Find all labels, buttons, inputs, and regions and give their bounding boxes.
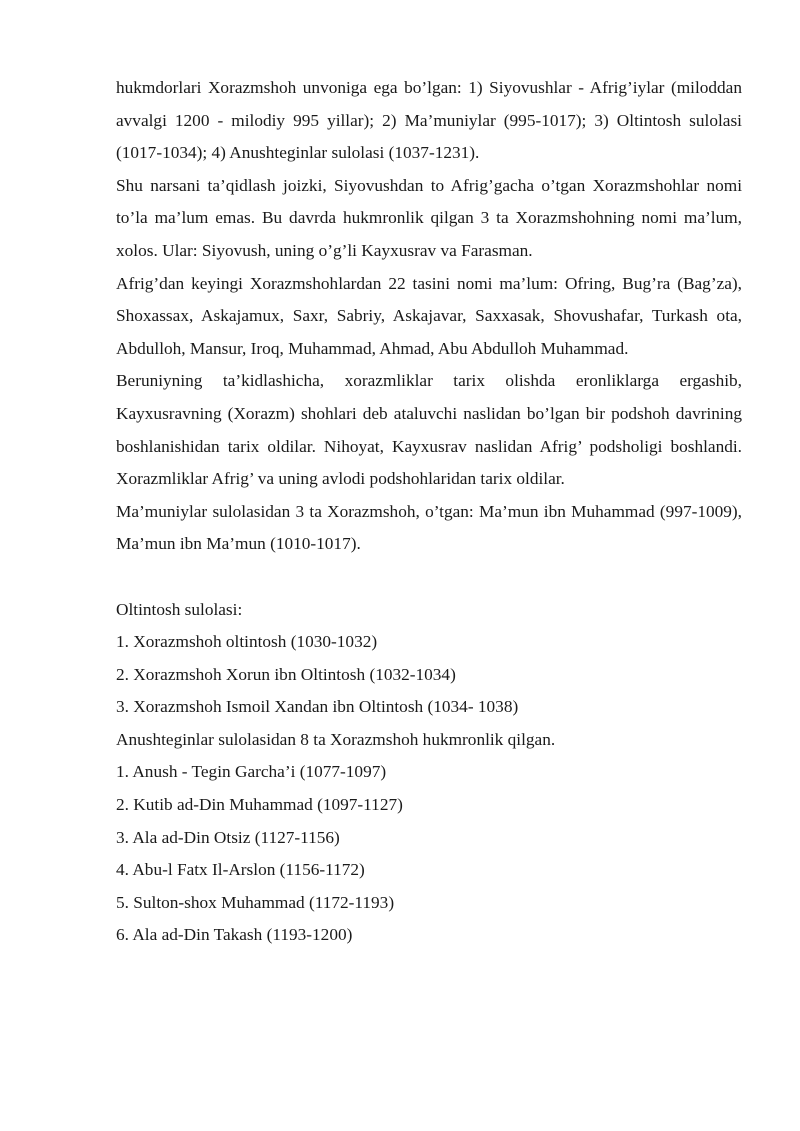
list-item: 1. Anush - Tegin Garcha’i (1077-1097) xyxy=(116,762,387,782)
anushteginlar-heading: Anushteginlar sulolasidan 8 ta Xorazmshoh hukmronlik qilgan. xyxy=(116,729,556,749)
list-item: 6. Ala ad-Din Takash (1193-1200) xyxy=(116,925,353,945)
paragraph-beruniy: Beruniyning ta’kidlashicha, xorazmliklar tarix olishda eronliklarga ergashib, Kayxusravning (Xorazm) shohlari deb ataluvchi naslidan bo’lgan bir podshoh davrining boshlanishidan tarix oldilar. Nihoyat, Kayxusrav naslidan Afrig’ podsholigi boshlandi. Xorazmliklar Afrig’ va uning avlodi podshohlaridan tarix oldilar. xyxy=(116,371,742,489)
paragraph-mamuniylar: Ma’muniylar sulolasidan 3 ta Xorazmshoh, o’tgan: Ma’mun ibn Muhammad (997-1009), Ma’mun ibn Ma’mun (1010-1017). xyxy=(116,501,742,554)
paragraph-siyovush: Shu narsani ta’qidlash joizki, Siyovushdan to Afrig’gacha o’tgan Xorazmshohlar nomi to’la ma’lum emas. Bu davrda hukmronlik qilgan 3 ta Xorazmshohning nomi ma’lum, xolos. Ular: Siyovush, uning o’g’li Kayxusrav va Farasman. xyxy=(116,175,742,260)
paragraph-afrig-names: Afrig’dan keyingi Xorazmshohlardan 22 tasini nomi ma’lum: Ofring, Bug’ra (Bag’za), Shoxassax, Askajamux, Saxr, Sabriy, Askajavar, Saxxasak, Shovushafar, Turkash ota, Abdulloh, Mansur, Iroq, Muhammad, Ahmad, Abu Abdulloh Muhammad. xyxy=(116,273,742,358)
list-item: 2. Xorazmshoh Xorun ibn Oltintosh (1032-1034) xyxy=(116,664,456,684)
paragraph-rulers-titles: hukmdorlari Xorazmshoh unvoniga ega bo’lgan: 1) Siyovushlar - Afrig’iylar (miloddan avvalgi 1200 - milodiy 995 yillar); 2) Ma’muniylar (995-1017); 3) Oltintosh sulolasi (1017-1034); 4) Anushteginlar sulolasi (1037-1231). xyxy=(116,78,742,163)
list-item: 1. Xorazmshoh oltintosh (1030-1032) xyxy=(116,632,378,652)
list-item: 3. Ala ad-Din Otsiz (1127-1156) xyxy=(116,827,340,847)
document-body xyxy=(116,72,742,952)
oltintosh-heading: Oltintosh sulolasi: xyxy=(116,599,243,619)
list-item: 5. Sulton-shox Muhammad (1172-1193) xyxy=(116,892,395,912)
list-item: 4. Abu-l Fatx Il-Arslon (1156-1172) xyxy=(116,860,365,880)
list-item: 3. Xorazmshoh Ismoil Xandan ibn Oltintosh (1034- 1038) xyxy=(116,697,519,717)
list-item: 2. Kutib ad-Din Muhammad (1097-1127) xyxy=(116,795,403,815)
blank-line xyxy=(116,561,742,594)
